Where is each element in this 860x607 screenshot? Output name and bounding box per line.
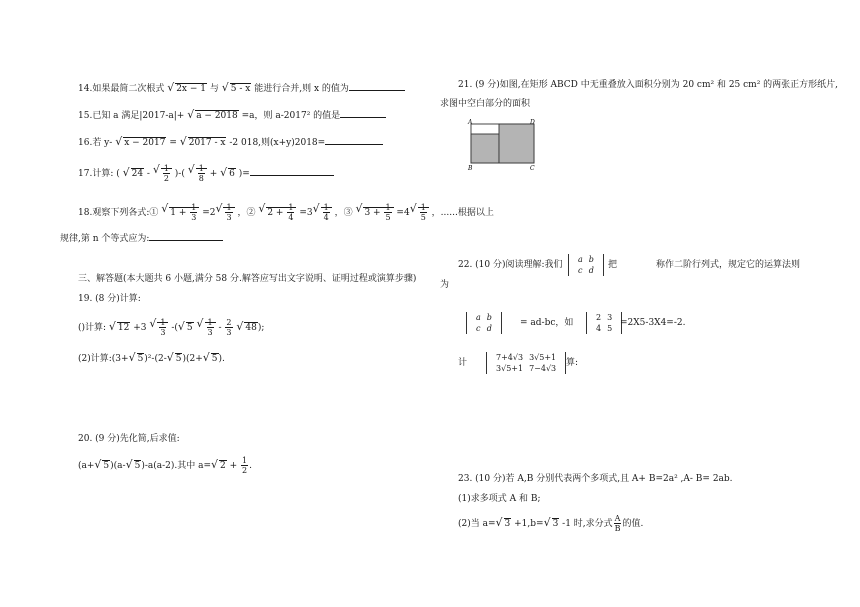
question-17: 17.计算: ( √ 24 - √ $\frac{1}{2}$ )-( √ $\frac{1}{8}$ + √ 6 )= xyxy=(78,164,334,183)
q22-line2: 为 xyxy=(440,280,450,290)
question-18-line2: 规律,第 n 个等式应为: xyxy=(60,232,223,246)
answer-blank[interactable] xyxy=(325,144,383,145)
label-d: D xyxy=(530,119,535,126)
q22-calc-label: 计 xyxy=(458,358,468,368)
question-22-line1: 22. (10 分)阅读理解:我们 xyxy=(458,260,563,270)
question-21-line2: 求图中空白部分的面积 xyxy=(440,99,531,109)
question-21-line1: 21. (9 分)如图,在矩形 ABCD 中无重叠放入面积分别为 20 cm² 和 25 cm² 的两张正方形纸片, xyxy=(458,80,839,90)
radical: √ 2017 - x xyxy=(180,136,227,150)
small-square xyxy=(471,134,499,163)
answer-blank[interactable] xyxy=(349,90,405,91)
radical: √ 5 - x xyxy=(222,82,252,96)
q22-example: =2X5-3X4=-2. xyxy=(620,318,686,328)
question-20-expr: (a+√ 5)(a-√ 5)-a(a-2).其中 a=√ 2 + $\frac{1}{2}$ . xyxy=(78,456,252,475)
question-19-part2: (2)计算:(3+√ 5)²-(2-√ 5)(2+√ 5). xyxy=(78,352,225,366)
rectangle-figure xyxy=(462,118,544,172)
determinant-calc: 7+4√3 3√5+1 3√5+1 7−4√3 xyxy=(486,352,566,374)
section-heading: 三、解答题(本大题共 6 小题,满分 58 分.解答应写出文字说明、证明过程或演算步骤) xyxy=(78,274,417,284)
answer-blank[interactable] xyxy=(340,117,386,118)
radical: √ $\frac{1}{8}$ xyxy=(188,164,207,183)
question-15: 15.已知 a 满足|2017-a|+ √ a − 2018 =a，则 a-2017² 的值是 xyxy=(78,109,386,123)
q22-calc-end: 算: xyxy=(566,358,579,368)
question-23-line3: (2)当 a=√ 3 +1,b=√ 3 -1 时,求分式 $\frac{A}{B}$ 的值. xyxy=(458,514,643,533)
determinant-example: 2 3 4 5 xyxy=(586,312,622,334)
question-20-title: 20. (9 分)先化简,后求值: xyxy=(78,434,180,444)
question-23-line2: (1)求多项式 A 和 B; xyxy=(458,494,541,504)
question-14: 14.如果最简二次根式 √ 2x − 1 与 √ 5 - x 能进行合并,则 x 的值为 xyxy=(78,82,405,96)
question-23-line1: 23. (10 分)若 A,B 分别代表两个多项式,且 A+ B=2a² ,A- B= 2ab. xyxy=(458,474,733,484)
question-19-title: 19. (8 分)计算: xyxy=(78,294,141,304)
radical: √ a − 2018 xyxy=(187,109,239,123)
q22-definition: = ad-bc，如 xyxy=(520,318,574,328)
q14-text: 14.如果最简二次根式 xyxy=(78,84,165,94)
determinant-definition: a b c d xyxy=(466,312,502,334)
question-18: 18.观察下列各式:① √ 1 + $\frac{1}{3}$ =2 √ $\frac{1}{3}$ ，② √ 2 + $\frac{1}{4}$ =3 √ $\frac{1}{4}$ ，③ √ 3 + $\frac{1}{5}$ =4 √ $\frac{1}{5}$ ，......根据以上 xyxy=(78,203,494,222)
radical: √ 24 xyxy=(123,167,144,181)
label-b: B xyxy=(468,165,473,172)
radical: √ 2x − 1 xyxy=(167,82,207,96)
determinant-ab: a b c d xyxy=(568,254,604,276)
question-19-part1: ()计算: √ 12 +3 √ $\frac{1}{3}$ -(√ 5 √ $\frac{1}{3}$ - $\frac{2}{3}$ √ 48); xyxy=(78,318,264,337)
q22-line1-rest: 称作二阶行列式，规定它的运算法则 xyxy=(656,260,801,270)
large-square xyxy=(499,124,534,163)
label-c: C xyxy=(530,165,535,172)
q22-word-ba: 把 xyxy=(608,260,618,270)
answer-blank[interactable] xyxy=(149,240,223,241)
label-a: A xyxy=(468,119,473,126)
radical: √ $\frac{1}{2}$ xyxy=(153,164,172,183)
radical: √ 6 xyxy=(220,167,236,181)
answer-blank[interactable] xyxy=(250,175,334,176)
question-16: 16.若 y- √ x − 2017 = √ 2017 - x -2 018,则(x+y)2018= xyxy=(78,136,383,150)
radical: √ x − 2017 xyxy=(115,136,166,150)
